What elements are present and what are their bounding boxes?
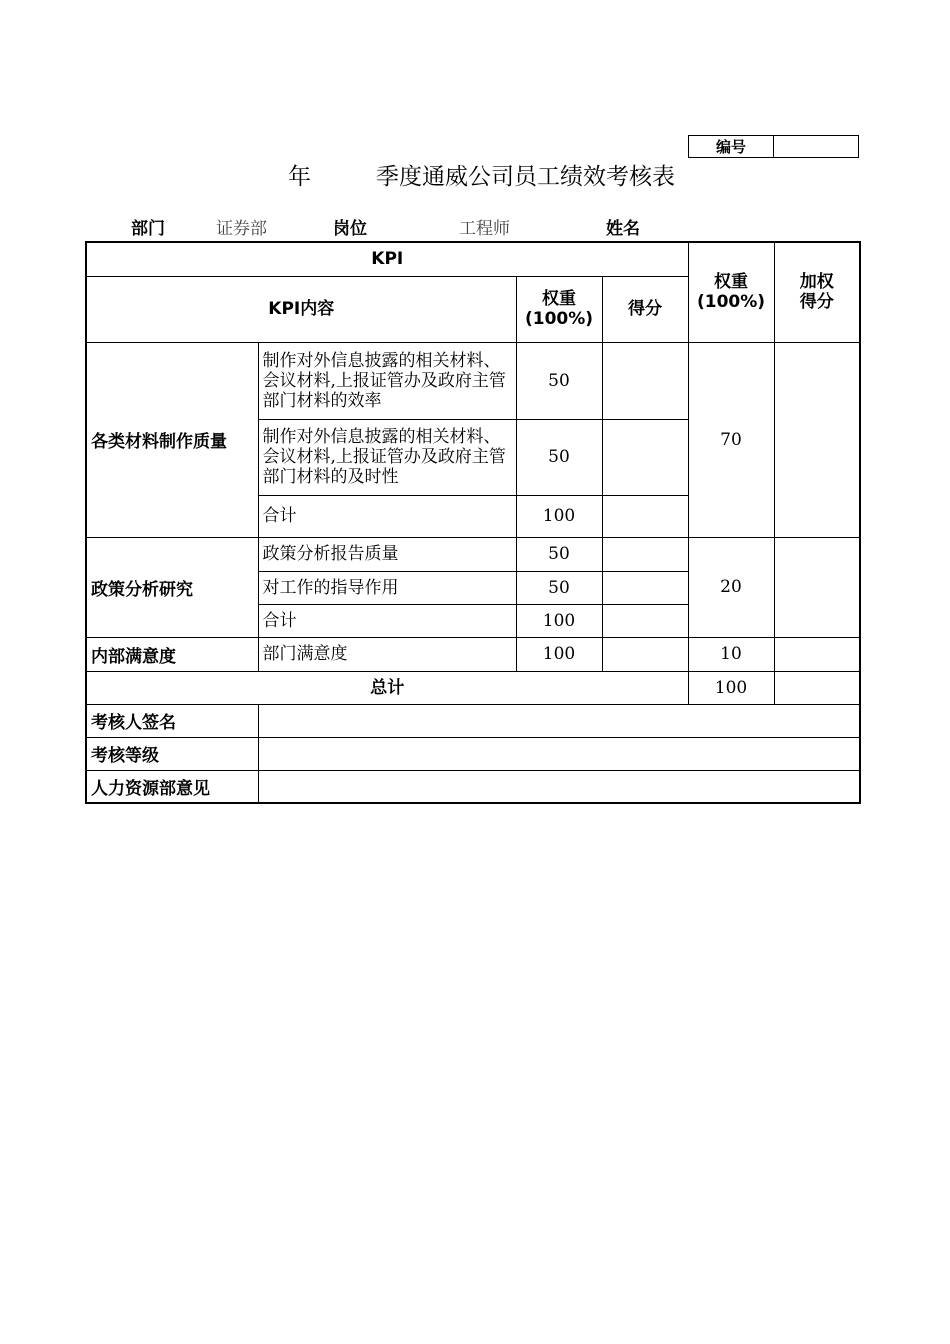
kpi-content-cell: 制作对外信息披露的相关材料、会议材料,上报证管办及政府主管部门材料的效率 [258, 342, 516, 419]
score-cell[interactable] [602, 571, 688, 604]
weight-cell: 50 [516, 571, 602, 604]
title-main: 季度通威公司员工绩效考核表 [376, 164, 675, 190]
weight-cell: 50 [516, 537, 602, 571]
serial-value[interactable] [774, 136, 859, 158]
kpi-content-cell: 制作对外信息披露的相关材料、会议材料,上报证管办及政府主管部门材料的及时性 [258, 419, 516, 495]
department-label: 部门 [131, 219, 165, 239]
outer-weight-cell: 20 [688, 537, 774, 637]
weight-header [516, 276, 602, 342]
score-cell[interactable] [602, 637, 688, 671]
hr-opinion-label: 人力资源部意见 [86, 770, 258, 803]
total-row [86, 671, 860, 704]
weight-cell: 50 [516, 419, 602, 495]
weighted-score-header-line2: 得分 [799, 292, 834, 313]
kpi-table [85, 241, 861, 804]
reviewer-signature-row [86, 704, 860, 737]
grade-row [86, 737, 860, 770]
total-weight-cell: 100 [688, 671, 774, 704]
outer-weight-cell: 70 [688, 342, 774, 537]
hr-opinion-field[interactable] [258, 770, 860, 803]
category-label: 内部满意度 [86, 637, 258, 671]
title-year-label: 年 [288, 164, 311, 190]
reviewer-signature-label: 考核人签名 [86, 704, 258, 737]
grade-label: 考核等级 [86, 737, 258, 770]
total-label: 总计 [86, 671, 688, 704]
department-value: 证券部 [216, 219, 267, 239]
name-label: 姓名 [606, 219, 640, 239]
weighted-score-cell[interactable] [774, 537, 860, 637]
score-header: 得分 [602, 276, 688, 342]
score-cell[interactable] [602, 342, 688, 419]
table-row [86, 637, 860, 671]
serial-label: 编号 [689, 136, 774, 158]
score-cell[interactable] [602, 419, 688, 495]
reviewer-signature-field[interactable] [258, 704, 860, 737]
category-label: 政策分析研究 [86, 537, 258, 637]
kpi-content-cell: 部门满意度 [258, 637, 516, 671]
weighted-score-cell[interactable] [774, 342, 860, 537]
score-cell[interactable] [602, 537, 688, 571]
category-label: 各类材料制作质量 [86, 342, 258, 537]
outer-weight-cell: 10 [688, 637, 774, 671]
weighted-score-header [774, 242, 860, 342]
outer-weight-header-line1: 权重 [714, 272, 748, 293]
kpi-header: KPI [86, 242, 688, 276]
weight-cell: 100 [516, 604, 602, 637]
grade-field[interactable] [258, 737, 860, 770]
kpi-content-cell: 对工作的指导作用 [258, 571, 516, 604]
kpi-content-cell: 合计 [258, 495, 516, 537]
weight-header-line2: (100%) [524, 309, 594, 329]
weight-cell: 50 [516, 342, 602, 419]
weight-cell: 100 [516, 495, 602, 537]
serial-number-box [688, 135, 859, 158]
outer-weight-header [688, 242, 774, 342]
table-row [86, 342, 860, 419]
weight-header-line1: 权重 [542, 289, 576, 309]
kpi-content-header: KPI内容 [86, 276, 516, 342]
weighted-score-cell[interactable] [774, 637, 860, 671]
header-row-1 [86, 242, 860, 276]
weight-cell: 100 [516, 637, 602, 671]
position-value: 工程师 [459, 219, 510, 239]
table-row [86, 537, 860, 571]
page-title [0, 160, 950, 194]
score-cell[interactable] [602, 604, 688, 637]
outer-weight-header-line2: (100%) [696, 292, 766, 313]
kpi-content-cell: 政策分析报告质量 [258, 537, 516, 571]
total-weighted-score-cell[interactable] [774, 671, 860, 704]
kpi-content-cell: 合计 [258, 604, 516, 637]
weighted-score-header-line1: 加权 [799, 272, 834, 293]
position-label: 岗位 [333, 219, 367, 239]
score-cell[interactable] [602, 495, 688, 537]
hr-opinion-row [86, 770, 860, 803]
